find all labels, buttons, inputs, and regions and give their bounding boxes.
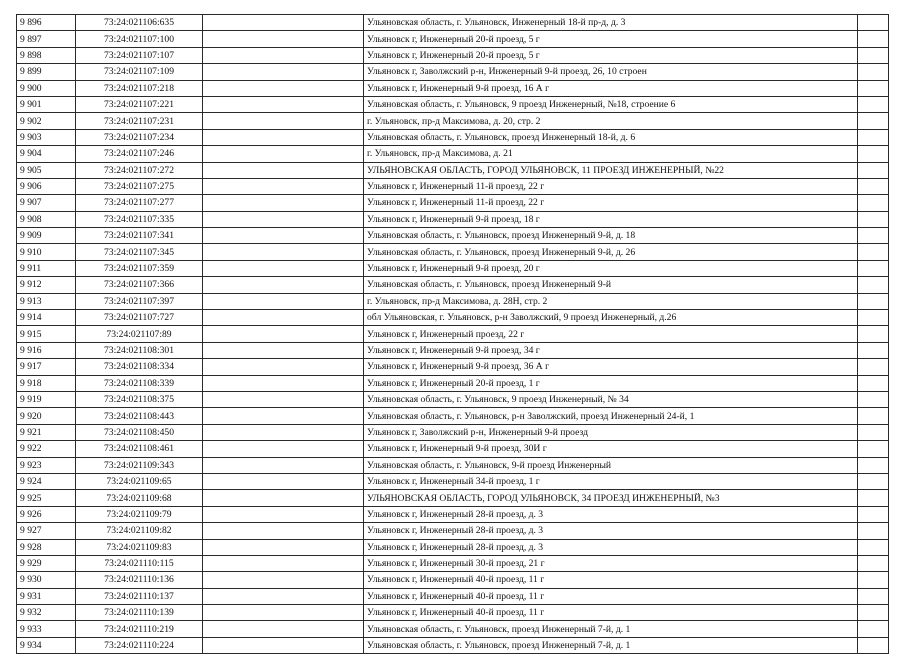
trailing-empty-cell (858, 211, 889, 227)
row-number-cell: 9 904 (17, 146, 76, 162)
address-cell: Ульяновск г, Инженерный 28-й проезд, д. 3 (364, 539, 858, 555)
table-row (17, 506, 889, 522)
row-number-cell: 9 899 (17, 64, 76, 80)
trailing-empty-cell (858, 244, 889, 260)
empty-cell (203, 391, 364, 407)
table-row (17, 375, 889, 391)
cadastral-number-cell: 73:24:021108:450 (76, 424, 203, 440)
cadastral-number-cell: 73:24:021109:68 (76, 490, 203, 506)
table-row (17, 195, 889, 211)
row-number-cell: 9 919 (17, 391, 76, 407)
trailing-empty-cell (858, 228, 889, 244)
empty-cell (203, 31, 364, 47)
row-number-cell: 9 906 (17, 178, 76, 194)
empty-cell (203, 195, 364, 211)
empty-cell (203, 244, 364, 260)
row-number-cell: 9 934 (17, 637, 76, 653)
cadastral-number-cell: 73:24:021108:375 (76, 391, 203, 407)
empty-cell (203, 342, 364, 358)
row-number-cell: 9 915 (17, 326, 76, 342)
cadastral-number-cell: 73:24:021110:219 (76, 621, 203, 637)
row-number-cell: 9 922 (17, 441, 76, 457)
table-row (17, 523, 889, 539)
trailing-empty-cell (858, 64, 889, 80)
row-number-cell: 9 902 (17, 113, 76, 129)
row-number-cell: 9 930 (17, 572, 76, 588)
cadastral-number-cell: 73:24:021107:341 (76, 228, 203, 244)
table-row (17, 621, 889, 637)
row-number-cell: 9 929 (17, 555, 76, 571)
address-cell: Ульяновск г, Инженерный 20-й проезд, 5 г (364, 47, 858, 63)
cadastral-number-cell: 73:24:021108:339 (76, 375, 203, 391)
cadastral-number-cell: 73:24:021107:100 (76, 31, 203, 47)
trailing-empty-cell (858, 572, 889, 588)
address-cell: Ульяновская область, г. Ульяновск, 9-й проезд Инженерный (364, 457, 858, 473)
trailing-empty-cell (858, 113, 889, 129)
cadastral-number-cell: 73:24:021107:231 (76, 113, 203, 129)
trailing-empty-cell (858, 326, 889, 342)
cadastral-number-cell: 73:24:021107:218 (76, 80, 203, 96)
address-cell: Ульяновск г, Заволжский р-н, Инженерный 9-й проезд, 26, 10 строен (364, 64, 858, 80)
row-number-cell: 9 926 (17, 506, 76, 522)
trailing-empty-cell (858, 195, 889, 211)
row-number-cell: 9 932 (17, 605, 76, 621)
table-row (17, 47, 889, 63)
table-row (17, 146, 889, 162)
table-row (17, 424, 889, 440)
cadastral-number-cell: 73:24:021108:443 (76, 408, 203, 424)
table-row (17, 391, 889, 407)
table-row (17, 162, 889, 178)
cadastral-number-cell: 73:24:021109:83 (76, 539, 203, 555)
empty-cell (203, 621, 364, 637)
cadastral-number-cell: 73:24:021110:115 (76, 555, 203, 571)
address-cell: Ульяновская область, г. Ульяновск, проезд Инженерный 9-й, д. 18 (364, 228, 858, 244)
table-row (17, 211, 889, 227)
row-number-cell: 9 905 (17, 162, 76, 178)
table-row (17, 441, 889, 457)
table-row (17, 539, 889, 555)
row-number-cell: 9 924 (17, 473, 76, 489)
address-cell: обл Ульяновская, г. Ульяновск, р-н Заволжский, 9 проезд Инженерный, д.26 (364, 310, 858, 326)
row-number-cell: 9 920 (17, 408, 76, 424)
trailing-empty-cell (858, 277, 889, 293)
cadastral-number-cell: 73:24:021108:301 (76, 342, 203, 358)
row-number-cell: 9 910 (17, 244, 76, 260)
row-number-cell: 9 908 (17, 211, 76, 227)
cadastral-number-cell: 73:24:021106:635 (76, 15, 203, 31)
trailing-empty-cell (858, 539, 889, 555)
trailing-empty-cell (858, 506, 889, 522)
trailing-empty-cell (858, 359, 889, 375)
trailing-empty-cell (858, 310, 889, 326)
row-number-cell: 9 933 (17, 621, 76, 637)
address-cell: Ульяновская область, г. Ульяновск, проезд Инженерный 7-й, д. 1 (364, 637, 858, 653)
empty-cell (203, 113, 364, 129)
table-row (17, 64, 889, 80)
table-row (17, 244, 889, 260)
table-row (17, 178, 889, 194)
trailing-empty-cell (858, 490, 889, 506)
table-row (17, 408, 889, 424)
table-row (17, 473, 889, 489)
table-row (17, 293, 889, 309)
table-row (17, 457, 889, 473)
empty-cell (203, 129, 364, 145)
trailing-empty-cell (858, 424, 889, 440)
trailing-empty-cell (858, 473, 889, 489)
cadastral-number-cell: 73:24:021107:359 (76, 260, 203, 276)
table-row (17, 572, 889, 588)
address-cell: Ульяновск г, Инженерный 9-й проезд, 20 г (364, 260, 858, 276)
empty-cell (203, 506, 364, 522)
row-number-cell: 9 927 (17, 523, 76, 539)
row-number-cell: 9 900 (17, 80, 76, 96)
table-row (17, 80, 889, 96)
trailing-empty-cell (858, 146, 889, 162)
trailing-empty-cell (858, 129, 889, 145)
empty-cell (203, 424, 364, 440)
cadastral-number-cell: 73:24:021108:334 (76, 359, 203, 375)
row-number-cell: 9 907 (17, 195, 76, 211)
address-cell: Ульяновск г, Инженерный 40-й проезд, 11 г (364, 605, 858, 621)
empty-cell (203, 277, 364, 293)
trailing-empty-cell (858, 47, 889, 63)
trailing-empty-cell (858, 260, 889, 276)
cadastral-number-cell: 73:24:021110:137 (76, 588, 203, 604)
table-row (17, 228, 889, 244)
address-cell: Ульяновск г, Инженерный 20-й проезд, 5 г (364, 31, 858, 47)
row-number-cell: 9 916 (17, 342, 76, 358)
cadastral-number-cell: 73:24:021107:246 (76, 146, 203, 162)
cadastral-number-cell: 73:24:021107:221 (76, 96, 203, 112)
address-cell: Ульяновск г, Инженерный 11-й проезд, 22 г (364, 195, 858, 211)
empty-cell (203, 490, 364, 506)
table-row (17, 31, 889, 47)
empty-cell (203, 64, 364, 80)
cadastral-number-cell: 73:24:021108:461 (76, 441, 203, 457)
address-cell: Ульяновск г, Инженерный 9-й проезд, 36 А г (364, 359, 858, 375)
row-number-cell: 9 909 (17, 228, 76, 244)
address-cell: г. Ульяновск, пр-д Максимова, д. 20, стр. 2 (364, 113, 858, 129)
table-row (17, 555, 889, 571)
trailing-empty-cell (858, 178, 889, 194)
cadastral-number-cell: 73:24:021107:335 (76, 211, 203, 227)
table-row (17, 96, 889, 112)
trailing-empty-cell (858, 588, 889, 604)
address-cell: Ульяновская область, г. Ульяновск, проезд Инженерный 7-й, д. 1 (364, 621, 858, 637)
row-number-cell: 9 928 (17, 539, 76, 555)
cadastral-number-cell: 73:24:021107:275 (76, 178, 203, 194)
row-number-cell: 9 917 (17, 359, 76, 375)
empty-cell (203, 15, 364, 31)
cadastral-number-cell: 73:24:021107:366 (76, 277, 203, 293)
address-cell: Ульяновск г, Инженерный 9-й проезд, 30И г (364, 441, 858, 457)
empty-cell (203, 605, 364, 621)
row-number-cell: 9 898 (17, 47, 76, 63)
address-cell: Ульяновск г, Инженерный проезд, 22 г (364, 326, 858, 342)
empty-cell (203, 310, 364, 326)
empty-cell (203, 96, 364, 112)
address-cell: Ульяновск г, Инженерный 34-й проезд, 1 г (364, 473, 858, 489)
trailing-empty-cell (858, 408, 889, 424)
empty-cell (203, 441, 364, 457)
address-cell: Ульяновск г, Инженерный 40-й проезд, 11 г (364, 588, 858, 604)
address-cell: Ульяновская область, г. Ульяновск, 9 проезд Инженерный, №18, строение 6 (364, 96, 858, 112)
address-cell: УЛЬЯНОВСКАЯ ОБЛАСТЬ, ГОРОД УЛЬЯНОВСК, 34 ПРОЕЗД ИНЖЕНЕРНЫЙ, №3 (364, 490, 858, 506)
empty-cell (203, 555, 364, 571)
table-row (17, 260, 889, 276)
address-cell: г. Ульяновск, пр-д Максимова, д. 21 (364, 146, 858, 162)
empty-cell (203, 146, 364, 162)
empty-cell (203, 228, 364, 244)
address-cell: Ульяновск г, Инженерный 40-й проезд, 11 г (364, 572, 858, 588)
address-cell: Ульяновская область, г. Ульяновск, проезд Инженерный 9-й, д. 26 (364, 244, 858, 260)
cadastral-number-cell: 73:24:021107:345 (76, 244, 203, 260)
table-row (17, 605, 889, 621)
cadastral-number-cell: 73:24:021110:224 (76, 637, 203, 653)
address-cell: г. Ульяновск, пр-д Максимова, д. 28Н, стр. 2 (364, 293, 858, 309)
empty-cell (203, 588, 364, 604)
empty-cell (203, 473, 364, 489)
trailing-empty-cell (858, 293, 889, 309)
empty-cell (203, 375, 364, 391)
cadastral-number-cell: 73:24:021109:79 (76, 506, 203, 522)
cadastral-number-cell: 73:24:021107:234 (76, 129, 203, 145)
cadastral-number-cell: 73:24:021107:272 (76, 162, 203, 178)
address-cell: Ульяновская область, г. Ульяновск, проезд Инженерный 9-й (364, 277, 858, 293)
empty-cell (203, 178, 364, 194)
address-cell: Ульяновск г, Заволжский р-н, Инженерный 9-й проезд (364, 424, 858, 440)
table-row (17, 113, 889, 129)
empty-cell (203, 211, 364, 227)
row-number-cell: 9 897 (17, 31, 76, 47)
row-number-cell: 9 913 (17, 293, 76, 309)
trailing-empty-cell (858, 391, 889, 407)
address-cell: Ульяновская область, г. Ульяновск, Инженерный 18-й пр-д, д. 3 (364, 15, 858, 31)
empty-cell (203, 326, 364, 342)
registry-table-body (17, 15, 889, 654)
cadastral-number-cell: 73:24:021109:82 (76, 523, 203, 539)
address-cell: УЛЬЯНОВСКАЯ ОБЛАСТЬ, ГОРОД УЛЬЯНОВСК, 11 ПРОЕЗД ИНЖЕНЕРНЫЙ, №22 (364, 162, 858, 178)
trailing-empty-cell (858, 457, 889, 473)
cadastral-number-cell: 73:24:021109:343 (76, 457, 203, 473)
row-number-cell: 9 912 (17, 277, 76, 293)
cadastral-number-cell: 73:24:021107:727 (76, 310, 203, 326)
cadastral-number-cell: 73:24:021107:109 (76, 64, 203, 80)
table-row (17, 359, 889, 375)
trailing-empty-cell (858, 31, 889, 47)
empty-cell (203, 260, 364, 276)
address-cell: Ульяновск г, Инженерный 9-й проезд, 16 А г (364, 80, 858, 96)
empty-cell (203, 293, 364, 309)
empty-cell (203, 539, 364, 555)
empty-cell (203, 80, 364, 96)
trailing-empty-cell (858, 605, 889, 621)
trailing-empty-cell (858, 80, 889, 96)
trailing-empty-cell (858, 375, 889, 391)
empty-cell (203, 523, 364, 539)
trailing-empty-cell (858, 15, 889, 31)
table-row (17, 310, 889, 326)
address-cell: Ульяновск г, Инженерный 9-й проезд, 18 г (364, 211, 858, 227)
cadastral-number-cell: 73:24:021107:397 (76, 293, 203, 309)
table-row (17, 342, 889, 358)
trailing-empty-cell (858, 162, 889, 178)
row-number-cell: 9 911 (17, 260, 76, 276)
table-row (17, 326, 889, 342)
cadastral-number-cell: 73:24:021109:65 (76, 473, 203, 489)
trailing-empty-cell (858, 621, 889, 637)
address-cell: Ульяновск г, Инженерный 28-й проезд, д. 3 (364, 523, 858, 539)
address-cell: Ульяновск г, Инженерный 9-й проезд, 34 г (364, 342, 858, 358)
row-number-cell: 9 923 (17, 457, 76, 473)
trailing-empty-cell (858, 555, 889, 571)
row-number-cell: 9 931 (17, 588, 76, 604)
row-number-cell: 9 921 (17, 424, 76, 440)
cadastral-number-cell: 73:24:021107:277 (76, 195, 203, 211)
trailing-empty-cell (858, 523, 889, 539)
row-number-cell: 9 896 (17, 15, 76, 31)
table-row (17, 588, 889, 604)
cadastral-number-cell: 73:24:021110:136 (76, 572, 203, 588)
table-row (17, 129, 889, 145)
address-cell: Ульяновск г, Инженерный 11-й проезд, 22 г (364, 178, 858, 194)
address-cell: Ульяновская область, г. Ульяновск, проезд Инженерный 18-й, д. 6 (364, 129, 858, 145)
empty-cell (203, 572, 364, 588)
row-number-cell: 9 903 (17, 129, 76, 145)
table-row (17, 490, 889, 506)
table-row (17, 277, 889, 293)
address-cell: Ульяновск г, Инженерный 28-й проезд, д. 3 (364, 506, 858, 522)
address-cell: Ульяновская область, г. Ульяновск, 9 проезд Инженерный, № 34 (364, 391, 858, 407)
row-number-cell: 9 914 (17, 310, 76, 326)
trailing-empty-cell (858, 441, 889, 457)
empty-cell (203, 359, 364, 375)
address-cell: Ульяновская область, г. Ульяновск, р-н Заволжский, проезд Инженерный 24-й, 1 (364, 408, 858, 424)
document-page (16, 14, 889, 654)
cadastral-number-cell: 73:24:021107:89 (76, 326, 203, 342)
row-number-cell: 9 901 (17, 96, 76, 112)
cadastral-registry-table (16, 14, 889, 654)
table-row (17, 15, 889, 31)
cadastral-number-cell: 73:24:021107:107 (76, 47, 203, 63)
empty-cell (203, 457, 364, 473)
cadastral-number-cell: 73:24:021110:139 (76, 605, 203, 621)
address-cell: Ульяновск г, Инженерный 30-й проезд, 21 г (364, 555, 858, 571)
row-number-cell: 9 925 (17, 490, 76, 506)
row-number-cell: 9 918 (17, 375, 76, 391)
address-cell: Ульяновск г, Инженерный 20-й проезд, 1 г (364, 375, 858, 391)
trailing-empty-cell (858, 96, 889, 112)
trailing-empty-cell (858, 342, 889, 358)
empty-cell (203, 408, 364, 424)
empty-cell (203, 162, 364, 178)
empty-cell (203, 47, 364, 63)
